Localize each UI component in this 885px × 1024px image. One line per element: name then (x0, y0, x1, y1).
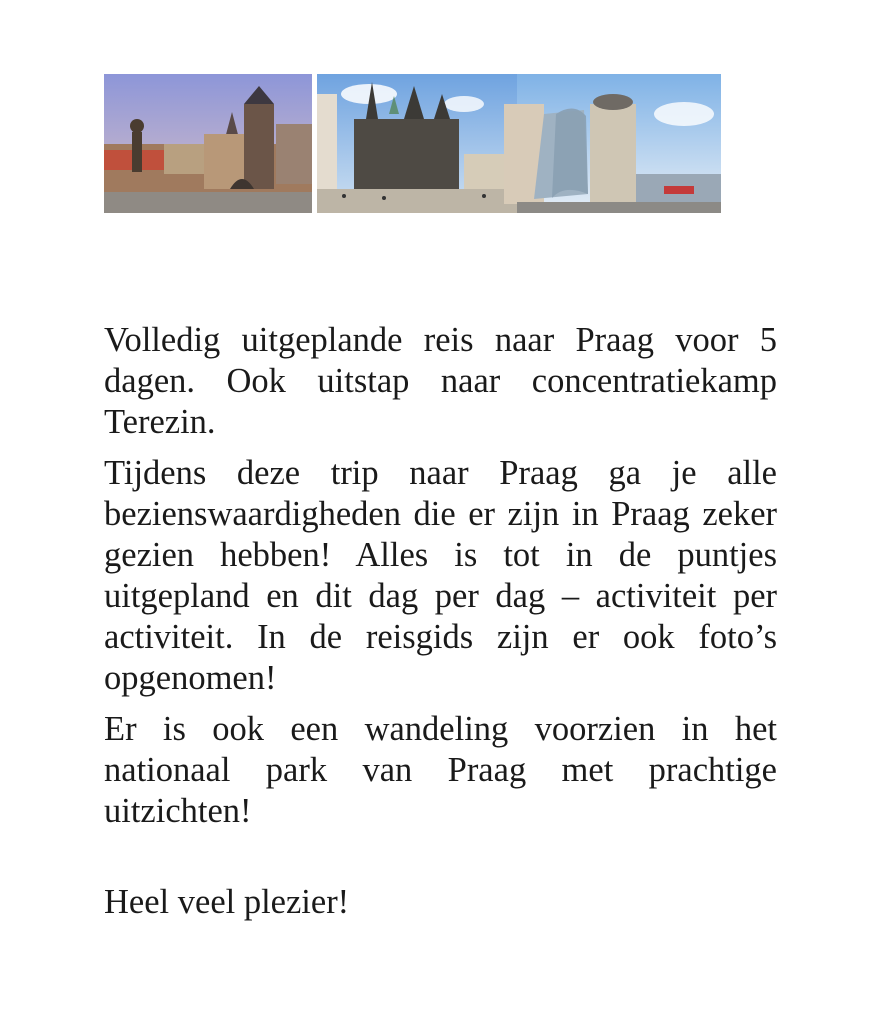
article-body (104, 320, 777, 923)
intro-paragraph: Volledig uitgeplande reis naar Praag voor 5 dagen. Ook uitstap naar concentratiekamp Terezin. (104, 321, 777, 441)
prague-photo-banner (104, 74, 721, 213)
charles-bridge-photo (104, 74, 312, 213)
dancing-house-photo (504, 74, 721, 213)
st-vitus-cathedral-photo (317, 74, 522, 213)
hike-paragraph: Er is ook een wandeling voorzien in het nationaal park van Praag met prachtige uitzichten! (104, 710, 777, 830)
closing-line: Heel veel plezier! (104, 883, 350, 921)
details-paragraph: Tijdens deze trip naar Praag ga je alle bezienswaardigheden die er zijn in Praag zeker gezien hebben! Alles is tot in de puntjes uitgepland en dit dag per dag – activiteit per activiteit. In de reisgids zijn er ook foto’s opgenomen! (104, 454, 777, 697)
